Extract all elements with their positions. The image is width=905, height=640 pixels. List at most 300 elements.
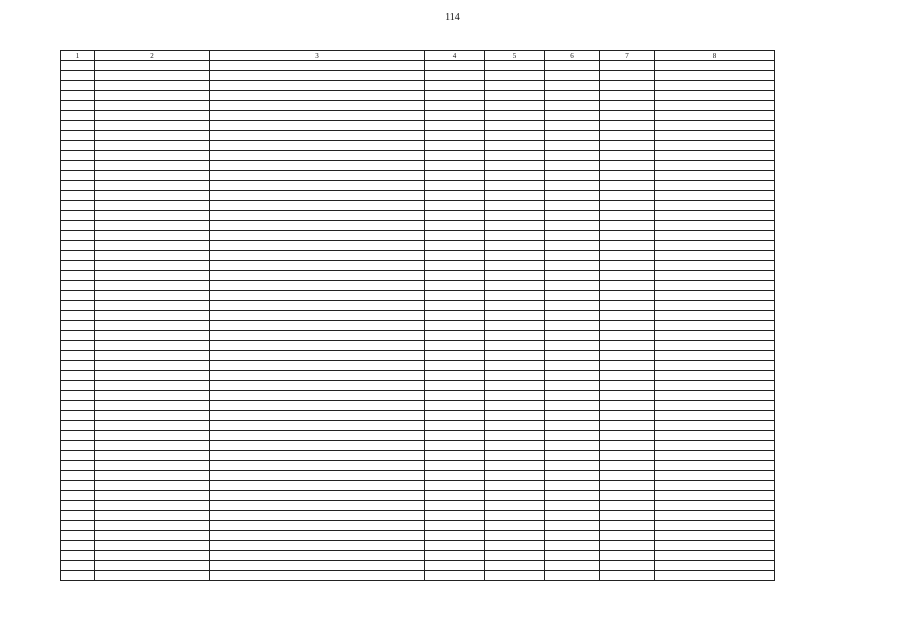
- table-cell: [545, 121, 600, 131]
- table-row: [61, 61, 775, 71]
- table-row: [61, 81, 775, 91]
- table-cell: [485, 291, 545, 301]
- table-row: [61, 181, 775, 191]
- table-cell: [210, 361, 425, 371]
- table-cell: [61, 401, 95, 411]
- table-row: [61, 301, 775, 311]
- table-cell: [600, 121, 655, 131]
- table-cell: [61, 471, 95, 481]
- table-cell: [95, 571, 210, 581]
- table-cell: [655, 91, 775, 101]
- table-cell: [485, 61, 545, 71]
- table-row: [61, 421, 775, 431]
- table-cell: [600, 381, 655, 391]
- table-cell: [655, 111, 775, 121]
- table-cell: [210, 451, 425, 461]
- table-cell: [425, 571, 485, 581]
- table-row: [61, 211, 775, 221]
- table-cell: [425, 271, 485, 281]
- table-row: [61, 571, 775, 581]
- table-cell: [600, 221, 655, 231]
- table-cell: [485, 231, 545, 241]
- table-cell: [545, 331, 600, 341]
- table-cell: [655, 271, 775, 281]
- table-row: [61, 501, 775, 511]
- table-cell: [95, 271, 210, 281]
- table-cell: [210, 511, 425, 521]
- table-cell: [655, 461, 775, 471]
- table-row: [61, 71, 775, 81]
- table-cell: [545, 301, 600, 311]
- table-cell: [600, 181, 655, 191]
- table-cell: [95, 541, 210, 551]
- table-cell: [485, 171, 545, 181]
- table-cell: [425, 521, 485, 531]
- table-cell: [210, 171, 425, 181]
- table-cell: [95, 401, 210, 411]
- table-cell: [485, 241, 545, 251]
- table-cell: [210, 91, 425, 101]
- table-cell: [210, 411, 425, 421]
- table-cell: [485, 541, 545, 551]
- table-cell: [95, 81, 210, 91]
- table-cell: [210, 141, 425, 151]
- table-cell: [425, 171, 485, 181]
- table-cell: [210, 381, 425, 391]
- table-cell: [210, 341, 425, 351]
- table-row: [61, 241, 775, 251]
- table-row: [61, 251, 775, 261]
- table-cell: [655, 471, 775, 481]
- table-cell: [485, 531, 545, 541]
- table-cell: [600, 141, 655, 151]
- table-cell: [600, 501, 655, 511]
- table-cell: [425, 251, 485, 261]
- table-cell: [655, 381, 775, 391]
- table-cell: [61, 211, 95, 221]
- table-cell: [600, 161, 655, 171]
- table-row: [61, 441, 775, 451]
- table-cell: [485, 101, 545, 111]
- table-cell: [425, 481, 485, 491]
- table-cell: [61, 351, 95, 361]
- table-cell: [600, 531, 655, 541]
- table-cell: [655, 511, 775, 521]
- table-cell: [61, 241, 95, 251]
- table-cell: [600, 151, 655, 161]
- table-cell: [61, 561, 95, 571]
- table-row: [61, 551, 775, 561]
- table-cell: [95, 481, 210, 491]
- table-row: [61, 521, 775, 531]
- register-table: [60, 50, 775, 581]
- table-cell: [95, 111, 210, 121]
- table-cell: [61, 71, 95, 81]
- table-cell: [95, 501, 210, 511]
- table-cell: [545, 391, 600, 401]
- table-cell: [95, 141, 210, 151]
- table-cell: [210, 331, 425, 341]
- table-cell: [545, 351, 600, 361]
- table-cell: [655, 221, 775, 231]
- table-cell: [425, 71, 485, 81]
- table-cell: [545, 251, 600, 261]
- table-row: [61, 401, 775, 411]
- table-cell: [545, 131, 600, 141]
- table-cell: [61, 281, 95, 291]
- table-cell: [61, 251, 95, 261]
- table-cell: [545, 211, 600, 221]
- table-cell: [655, 261, 775, 271]
- table-cell: [545, 561, 600, 571]
- table-cell: [61, 451, 95, 461]
- table-cell: [61, 491, 95, 501]
- table-cell: [95, 351, 210, 361]
- table-cell: [61, 441, 95, 451]
- table-row: [61, 321, 775, 331]
- table-cell: [655, 371, 775, 381]
- table-cell: [655, 351, 775, 361]
- table-cell: [600, 91, 655, 101]
- table-cell: [600, 171, 655, 181]
- table-cell: [210, 471, 425, 481]
- table-cell: [425, 341, 485, 351]
- table-cell: [600, 191, 655, 201]
- table-cell: [95, 241, 210, 251]
- table-cell: [61, 151, 95, 161]
- table-cell: [210, 461, 425, 471]
- table-cell: [485, 141, 545, 151]
- table-cell: [425, 331, 485, 341]
- table-cell: [600, 561, 655, 571]
- table-row: [61, 201, 775, 211]
- table-cell: [545, 181, 600, 191]
- table-cell: [600, 331, 655, 341]
- table-row: [61, 471, 775, 481]
- table-cell: [655, 431, 775, 441]
- table-cell: [425, 421, 485, 431]
- table-cell: [425, 351, 485, 361]
- table-row: [61, 101, 775, 111]
- table-cell: [95, 221, 210, 231]
- table-cell: [485, 441, 545, 451]
- table-cell: [210, 161, 425, 171]
- table-cell: [61, 301, 95, 311]
- table-cell: [485, 371, 545, 381]
- table-cell: [425, 121, 485, 131]
- table-cell: [655, 421, 775, 431]
- table-cell: [485, 461, 545, 471]
- table-cell: [600, 431, 655, 441]
- table-cell: [61, 201, 95, 211]
- table-cell: [545, 571, 600, 581]
- table-cell: [545, 551, 600, 561]
- table-cell: [545, 471, 600, 481]
- table-cell: [425, 161, 485, 171]
- table-cell: [655, 171, 775, 181]
- table-cell: [485, 561, 545, 571]
- table-cell: [210, 151, 425, 161]
- table-cell: [655, 201, 775, 211]
- table-cell: [600, 351, 655, 361]
- table-cell: [545, 531, 600, 541]
- table-cell: [425, 451, 485, 461]
- column-number: 2: [95, 51, 210, 61]
- table-cell: [655, 251, 775, 261]
- table-cell: [210, 321, 425, 331]
- table-cell: [210, 261, 425, 271]
- table-cell: [655, 211, 775, 221]
- column-number: 8: [655, 51, 775, 61]
- table-cell: [485, 491, 545, 501]
- table-cell: [545, 231, 600, 241]
- table-cell: [600, 261, 655, 271]
- table-cell: [545, 171, 600, 181]
- table-row: [61, 291, 775, 301]
- table-cell: [425, 531, 485, 541]
- table-cell: [485, 121, 545, 131]
- table-cell: [61, 311, 95, 321]
- table-row: [61, 381, 775, 391]
- table-cell: [61, 161, 95, 171]
- table-cell: [655, 281, 775, 291]
- table-row: [61, 451, 775, 461]
- table-cell: [61, 431, 95, 441]
- table-cell: [95, 461, 210, 471]
- table-cell: [545, 161, 600, 171]
- table-cell: [95, 131, 210, 141]
- table-cell: [655, 551, 775, 561]
- table-cell: [210, 541, 425, 551]
- table-cell: [61, 121, 95, 131]
- table-cell: [61, 231, 95, 241]
- table-row: [61, 311, 775, 321]
- table-cell: [61, 541, 95, 551]
- table-row: [61, 141, 775, 151]
- table-cell: [210, 201, 425, 211]
- table-cell: [545, 411, 600, 421]
- table-cell: [95, 361, 210, 371]
- table-cell: [425, 291, 485, 301]
- table-cell: [655, 451, 775, 461]
- table-cell: [655, 191, 775, 201]
- table-cell: [600, 61, 655, 71]
- table-cell: [545, 341, 600, 351]
- table-cell: [425, 91, 485, 101]
- table-cell: [655, 341, 775, 351]
- table-cell: [95, 301, 210, 311]
- table-cell: [655, 481, 775, 491]
- table-cell: [61, 381, 95, 391]
- table-cell: [95, 471, 210, 481]
- table-cell: [95, 71, 210, 81]
- table-cell: [61, 521, 95, 531]
- table-cell: [655, 361, 775, 371]
- table-cell: [61, 81, 95, 91]
- table-cell: [210, 501, 425, 511]
- table-cell: [600, 361, 655, 371]
- table-cell: [545, 141, 600, 151]
- table-row: [61, 191, 775, 201]
- table-cell: [210, 241, 425, 251]
- table-cell: [655, 101, 775, 111]
- table-cell: [485, 321, 545, 331]
- table-cell: [655, 321, 775, 331]
- table-row: [61, 511, 775, 521]
- column-number: 3: [210, 51, 425, 61]
- table-cell: [545, 111, 600, 121]
- column-number: 1: [61, 51, 95, 61]
- table-cell: [485, 431, 545, 441]
- table-row: [61, 131, 775, 141]
- table-cell: [485, 161, 545, 171]
- table-cell: [210, 131, 425, 141]
- table-cell: [600, 521, 655, 531]
- table-cell: [61, 131, 95, 141]
- column-number-row: [61, 51, 775, 61]
- table-cell: [655, 131, 775, 141]
- table-cell: [600, 291, 655, 301]
- table-cell: [425, 111, 485, 121]
- table-cell: [600, 471, 655, 481]
- table-cell: [425, 131, 485, 141]
- table-cell: [425, 511, 485, 521]
- table-row: [61, 231, 775, 241]
- table-row: [61, 541, 775, 551]
- table-cell: [655, 121, 775, 131]
- table-row: [61, 391, 775, 401]
- table-cell: [545, 401, 600, 411]
- table-cell: [655, 521, 775, 531]
- table-cell: [600, 461, 655, 471]
- table-cell: [95, 61, 210, 71]
- table-cell: [425, 311, 485, 321]
- table-cell: [61, 571, 95, 581]
- table-row: [61, 561, 775, 571]
- table-cell: [485, 131, 545, 141]
- table-cell: [95, 551, 210, 561]
- table-cell: [61, 191, 95, 201]
- table-cell: [600, 201, 655, 211]
- table-cell: [600, 311, 655, 321]
- table-cell: [485, 91, 545, 101]
- table-cell: [485, 301, 545, 311]
- table-cell: [600, 411, 655, 421]
- table-cell: [95, 511, 210, 521]
- table-cell: [95, 421, 210, 431]
- table-cell: [545, 521, 600, 531]
- table-cell: [545, 91, 600, 101]
- table-cell: [210, 351, 425, 361]
- table-cell: [600, 481, 655, 491]
- table-cell: [210, 421, 425, 431]
- table-cell: [545, 481, 600, 491]
- table-cell: [545, 61, 600, 71]
- table-cell: [61, 361, 95, 371]
- table-cell: [655, 141, 775, 151]
- table-cell: [485, 151, 545, 161]
- table-cell: [485, 571, 545, 581]
- table-row: [61, 341, 775, 351]
- table-cell: [655, 391, 775, 401]
- table-cell: [210, 121, 425, 131]
- table-cell: [545, 191, 600, 201]
- table-cell: [61, 221, 95, 231]
- table-cell: [425, 81, 485, 91]
- table-row: [61, 261, 775, 271]
- table-cell: [425, 211, 485, 221]
- table-cell: [425, 101, 485, 111]
- table-cell: [95, 101, 210, 111]
- table-cell: [95, 381, 210, 391]
- table-cell: [600, 441, 655, 451]
- table-cell: [95, 231, 210, 241]
- table-cell: [545, 501, 600, 511]
- table-cell: [545, 541, 600, 551]
- table-cell: [425, 461, 485, 471]
- table-cell: [425, 401, 485, 411]
- table-cell: [655, 181, 775, 191]
- table-cell: [485, 451, 545, 461]
- table-cell: [600, 301, 655, 311]
- table-cell: [61, 331, 95, 341]
- table-cell: [600, 421, 655, 431]
- table-cell: [655, 571, 775, 581]
- table-cell: [210, 251, 425, 261]
- table-row: [61, 351, 775, 361]
- table-cell: [425, 201, 485, 211]
- table-cell: [485, 211, 545, 221]
- table-cell: [425, 191, 485, 201]
- table-cell: [485, 271, 545, 281]
- table-cell: [655, 71, 775, 81]
- table-cell: [600, 341, 655, 351]
- table-cell: [61, 551, 95, 561]
- table-cell: [545, 371, 600, 381]
- table-cell: [210, 221, 425, 231]
- table-cell: [485, 481, 545, 491]
- table-cell: [485, 471, 545, 481]
- table-cell: [210, 431, 425, 441]
- table-cell: [485, 421, 545, 431]
- table-cell: [425, 281, 485, 291]
- table-cell: [61, 411, 95, 421]
- table-cell: [485, 201, 545, 211]
- table-cell: [545, 441, 600, 451]
- table-cell: [600, 71, 655, 81]
- table-cell: [95, 411, 210, 421]
- table-row: [61, 111, 775, 121]
- table-cell: [655, 291, 775, 301]
- table-row: [61, 481, 775, 491]
- table-cell: [600, 101, 655, 111]
- table-cell: [600, 271, 655, 281]
- table-cell: [655, 411, 775, 421]
- table-cell: [485, 551, 545, 561]
- table-cell: [545, 271, 600, 281]
- table-cell: [210, 371, 425, 381]
- table-row: [61, 491, 775, 501]
- table-row: [61, 531, 775, 541]
- table-cell: [600, 491, 655, 501]
- table-cell: [61, 171, 95, 181]
- table-cell: [600, 401, 655, 411]
- table-cell: [600, 231, 655, 241]
- table-body: [61, 61, 775, 581]
- table-cell: [210, 181, 425, 191]
- table-cell: [425, 491, 485, 501]
- table-cell: [600, 111, 655, 121]
